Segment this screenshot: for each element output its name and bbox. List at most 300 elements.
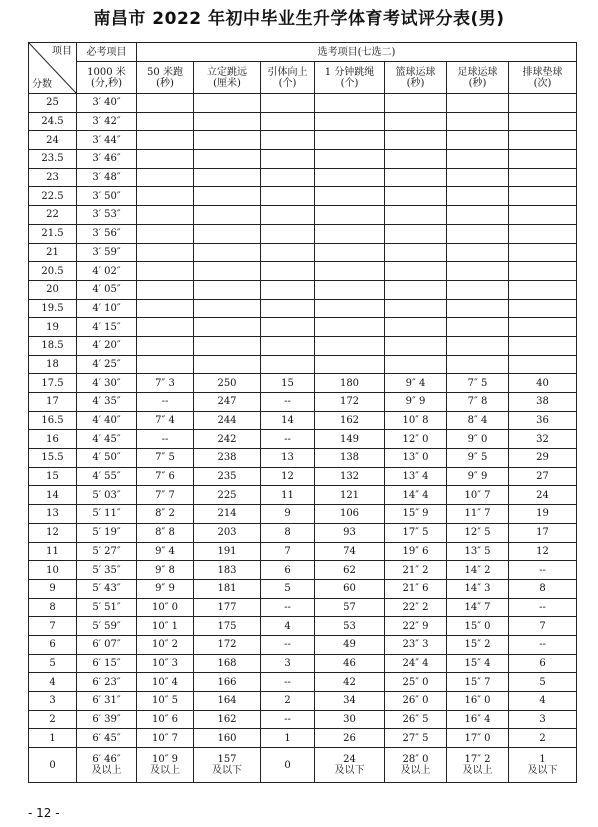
score-cell: 20.5 xyxy=(29,262,77,281)
table-cell: 3′ 46″ xyxy=(77,150,137,169)
score-cell: 2 xyxy=(29,710,77,729)
table-cell: 34 xyxy=(315,692,385,711)
table-cell: 214 xyxy=(194,505,261,524)
table-cell: 10″ 8 xyxy=(385,411,447,430)
score-cell: 22.5 xyxy=(29,187,77,206)
table-row xyxy=(29,411,577,430)
score-cell: 17 xyxy=(29,393,77,412)
table-cell: 9″ 4 xyxy=(385,374,447,393)
table-cell xyxy=(137,112,194,131)
table-cell xyxy=(447,262,509,281)
column-name: 排球垫球 xyxy=(522,66,563,78)
table-cell: 5′ 11″ xyxy=(77,505,137,524)
table-row xyxy=(29,150,577,169)
table-cell xyxy=(194,748,261,783)
table-cell xyxy=(447,748,509,783)
table-cell xyxy=(447,336,509,355)
table-cell: 4′ 02″ xyxy=(77,262,137,281)
cell-note: 及以上 xyxy=(91,765,122,777)
column-header xyxy=(385,62,447,94)
table-cell xyxy=(385,150,447,169)
table-cell: 6′ 15″ xyxy=(77,654,137,673)
table-cell xyxy=(447,131,509,150)
score-cell: 7 xyxy=(29,617,77,636)
cell-note: 及以上 xyxy=(150,765,180,777)
column-header xyxy=(137,62,194,94)
table-body xyxy=(29,94,577,783)
table-cell xyxy=(385,748,447,783)
elective-group-header: 选考项目(七选二) xyxy=(137,43,577,62)
column-header xyxy=(194,62,261,94)
table-cell: 149 xyxy=(315,430,385,449)
table-cell: 36 xyxy=(509,411,577,430)
table-cell xyxy=(137,224,194,243)
table-cell xyxy=(315,262,385,281)
table-cell xyxy=(194,206,261,225)
table-cell xyxy=(385,112,447,131)
table-row xyxy=(29,206,577,225)
table-cell: 46 xyxy=(315,654,385,673)
table-cell: 138 xyxy=(315,449,385,468)
table-cell: 10″ 4 xyxy=(137,673,194,692)
cell-value: 28″ 0 xyxy=(402,754,429,766)
table-cell: -- xyxy=(261,710,315,729)
table-cell xyxy=(315,243,385,262)
table-cell: 181 xyxy=(194,579,261,598)
table-cell xyxy=(261,299,315,318)
table-cell: 5′ 59″ xyxy=(77,617,137,636)
table-cell: -- xyxy=(509,561,577,580)
table-cell xyxy=(509,318,577,337)
cell-note: 及以下 xyxy=(527,765,558,777)
table-cell xyxy=(385,206,447,225)
score-cell: 24 xyxy=(29,131,77,150)
table-cell: 5′ 35″ xyxy=(77,561,137,580)
table-cell xyxy=(137,355,194,374)
table-cell: 8 xyxy=(509,579,577,598)
table-cell xyxy=(137,299,194,318)
score-cell: 16.5 xyxy=(29,411,77,430)
table-row xyxy=(29,523,577,542)
score-cell: 3 xyxy=(29,692,77,711)
table-cell: 13″ 5 xyxy=(447,542,509,561)
table-row xyxy=(29,635,577,654)
score-cell: 21 xyxy=(29,243,77,262)
table-cell: 29 xyxy=(509,449,577,468)
table-row xyxy=(29,467,577,486)
score-cell: 18 xyxy=(29,355,77,374)
table-cell: 4′ 55″ xyxy=(77,467,137,486)
column-name: 1 分钟跳绳 xyxy=(324,66,375,78)
table-cell: 3′ 56″ xyxy=(77,224,137,243)
table-cell xyxy=(315,318,385,337)
column-name: 1000 米 xyxy=(87,66,126,78)
table-cell: 9″ 4 xyxy=(137,542,194,561)
table-cell: 132 xyxy=(315,467,385,486)
table-cell: 5 xyxy=(509,673,577,692)
table-cell xyxy=(261,112,315,131)
score-cell: 22 xyxy=(29,206,77,225)
table-cell xyxy=(509,131,577,150)
table-cell xyxy=(447,355,509,374)
column-unit: (秒) xyxy=(156,77,174,89)
table-cell xyxy=(315,280,385,299)
table-cell xyxy=(447,168,509,187)
table-cell: 4′ 20″ xyxy=(77,336,137,355)
table-cell: 3 xyxy=(261,654,315,673)
table-cell xyxy=(315,187,385,206)
table-cell: 183 xyxy=(194,561,261,580)
table-cell: 22″ 2 xyxy=(385,598,447,617)
table-cell xyxy=(261,224,315,243)
table-cell: 15″ 0 xyxy=(447,617,509,636)
table-cell xyxy=(137,150,194,169)
corner-header xyxy=(29,43,77,94)
table-cell: 10″ 7 xyxy=(447,486,509,505)
table-cell xyxy=(137,336,194,355)
table-cell xyxy=(137,318,194,337)
column-unit: (厘米) xyxy=(213,77,241,89)
table-cell: 19 xyxy=(509,505,577,524)
table-cell: 247 xyxy=(194,393,261,412)
cell-value: 1 xyxy=(539,754,546,766)
table-cell xyxy=(261,318,315,337)
score-cell: 23 xyxy=(29,168,77,187)
table-cell xyxy=(447,112,509,131)
table-cell: 244 xyxy=(194,411,261,430)
table-cell: 235 xyxy=(194,467,261,486)
column-header-row xyxy=(29,62,577,94)
table-cell: 121 xyxy=(315,486,385,505)
column-unit: (个) xyxy=(340,77,359,89)
table-row xyxy=(29,336,577,355)
table-cell: -- xyxy=(509,598,577,617)
table-cell: 13″ 4 xyxy=(385,467,447,486)
table-row xyxy=(29,710,577,729)
table-row xyxy=(29,94,577,113)
table-cell xyxy=(261,94,315,113)
score-cell: 1 xyxy=(29,729,77,748)
table-cell: 15″ 4 xyxy=(447,654,509,673)
table-cell xyxy=(385,318,447,337)
table-cell xyxy=(447,94,509,113)
table-cell xyxy=(509,224,577,243)
table-cell xyxy=(194,299,261,318)
table-row xyxy=(29,112,577,131)
table-cell xyxy=(194,336,261,355)
table-cell xyxy=(194,168,261,187)
table-cell: 8″ 2 xyxy=(137,505,194,524)
table-cell: 11 xyxy=(261,486,315,505)
column-name: 足球运球 xyxy=(457,66,498,78)
table-cell: 3′ 44″ xyxy=(77,131,137,150)
table-cell: 162 xyxy=(315,411,385,430)
table-row xyxy=(29,673,577,692)
score-cell: 13 xyxy=(29,505,77,524)
score-cell: 20 xyxy=(29,280,77,299)
table-cell xyxy=(315,168,385,187)
table-cell: 19″ 6 xyxy=(385,542,447,561)
table-row xyxy=(29,654,577,673)
table-cell: 166 xyxy=(194,673,261,692)
table-cell: 74 xyxy=(315,542,385,561)
table-cell xyxy=(385,131,447,150)
table-cell: 7 xyxy=(509,617,577,636)
table-cell: 3 xyxy=(509,710,577,729)
table-cell: 62 xyxy=(315,561,385,580)
table-cell: 9″ 8 xyxy=(137,561,194,580)
table-cell: 4′ 40″ xyxy=(77,411,137,430)
table-cell: 4′ 10″ xyxy=(77,299,137,318)
table-cell xyxy=(385,355,447,374)
table-cell xyxy=(315,299,385,318)
table-cell xyxy=(137,748,194,783)
cell-value: 17″ 2 xyxy=(464,754,491,766)
table-row xyxy=(29,561,577,580)
table-cell: 23″ 3 xyxy=(385,635,447,654)
page-number: - 12 - xyxy=(28,806,60,820)
table-cell: 10″ 1 xyxy=(137,617,194,636)
table-cell: 24″ 4 xyxy=(385,654,447,673)
score-cell: 0 xyxy=(29,748,77,783)
table-cell: 177 xyxy=(194,598,261,617)
table-cell xyxy=(447,318,509,337)
table-row xyxy=(29,430,577,449)
table-cell: 3′ 40″ xyxy=(77,94,137,113)
table-cell xyxy=(447,224,509,243)
page-title: 南昌市 2022 年初中毕业生升学体育考试评分表(男) xyxy=(93,9,505,29)
cell-value: 157 xyxy=(217,754,237,766)
table-cell: 10″ 5 xyxy=(137,692,194,711)
table-cell: 27″ 5 xyxy=(385,729,447,748)
table-cell: 53 xyxy=(315,617,385,636)
table-cell xyxy=(315,131,385,150)
score-cell: 9 xyxy=(29,579,77,598)
table-cell: 7″ 8 xyxy=(447,393,509,412)
table-cell: 4 xyxy=(509,692,577,711)
cell-value: 10″ 9 xyxy=(151,754,178,766)
table-cell: 26″ 5 xyxy=(385,710,447,729)
table-cell: 7″ 7 xyxy=(137,486,194,505)
table-cell: 162 xyxy=(194,710,261,729)
table-cell: 21″ 2 xyxy=(385,561,447,580)
table-cell: 12″ 5 xyxy=(447,523,509,542)
table-cell xyxy=(447,206,509,225)
table-cell xyxy=(315,336,385,355)
table-cell xyxy=(385,94,447,113)
table-cell: -- xyxy=(261,673,315,692)
table-cell xyxy=(261,355,315,374)
table-cell xyxy=(315,150,385,169)
table-cell: 6′ 07″ xyxy=(77,635,137,654)
table-cell: 2 xyxy=(261,692,315,711)
table-cell xyxy=(194,112,261,131)
table-cell: 6′ 45″ xyxy=(77,729,137,748)
table-cell xyxy=(194,262,261,281)
score-cell: 6 xyxy=(29,635,77,654)
corner-score-label: 分数 xyxy=(32,79,52,90)
table-cell xyxy=(447,280,509,299)
table-cell: 40 xyxy=(509,374,577,393)
table-row xyxy=(29,748,577,783)
table-cell xyxy=(261,243,315,262)
table-cell xyxy=(137,187,194,206)
table-cell: 242 xyxy=(194,430,261,449)
column-name: 50 米跑 xyxy=(147,66,183,78)
table-cell xyxy=(385,336,447,355)
table-cell xyxy=(385,262,447,281)
table-cell: 6 xyxy=(509,654,577,673)
score-cell: 5 xyxy=(29,654,77,673)
table-cell xyxy=(509,262,577,281)
table-row xyxy=(29,168,577,187)
table-cell xyxy=(315,748,385,783)
table-cell xyxy=(509,112,577,131)
corner-item-label: 项目 xyxy=(52,46,72,57)
table-row xyxy=(29,393,577,412)
table-cell: 5′ 51″ xyxy=(77,598,137,617)
table-row xyxy=(29,617,577,636)
table-cell: 1 xyxy=(261,729,315,748)
score-cell: 11 xyxy=(29,542,77,561)
table-cell: 26″ 0 xyxy=(385,692,447,711)
table-cell: 5′ 27″ xyxy=(77,542,137,561)
table-cell: 17 xyxy=(509,523,577,542)
table-cell: 14″ 3 xyxy=(447,579,509,598)
table-cell xyxy=(509,355,577,374)
table-cell: 172 xyxy=(315,393,385,412)
table-row xyxy=(29,729,577,748)
table-cell: 16″ 4 xyxy=(447,710,509,729)
table-cell: 13 xyxy=(261,449,315,468)
table-row xyxy=(29,692,577,711)
table-cell: -- xyxy=(509,635,577,654)
table-cell: 12″ 0 xyxy=(385,430,447,449)
table-cell xyxy=(194,224,261,243)
table-cell: 172 xyxy=(194,635,261,654)
table-cell: 49 xyxy=(315,635,385,654)
table-cell xyxy=(137,131,194,150)
table-cell: 6 xyxy=(261,561,315,580)
table-cell: 25″ 0 xyxy=(385,673,447,692)
table-row xyxy=(29,355,577,374)
table-cell xyxy=(194,131,261,150)
table-cell: 175 xyxy=(194,617,261,636)
table-cell: -- xyxy=(261,598,315,617)
table-cell xyxy=(509,168,577,187)
table-cell: 10″ 2 xyxy=(137,635,194,654)
table-cell: 16″ 0 xyxy=(447,692,509,711)
table-row xyxy=(29,598,577,617)
column-header xyxy=(315,62,385,94)
cell-note: 及以上 xyxy=(462,765,493,777)
table-cell: 4′ 15″ xyxy=(77,318,137,337)
score-cell: 24.5 xyxy=(29,112,77,131)
table-cell xyxy=(509,94,577,113)
table-cell xyxy=(194,150,261,169)
table-cell: 7″ 5 xyxy=(447,374,509,393)
table-cell: 57 xyxy=(315,598,385,617)
table-cell xyxy=(261,187,315,206)
table-cell: 3′ 42″ xyxy=(77,112,137,131)
table-cell: 4′ 05″ xyxy=(77,280,137,299)
table-cell xyxy=(194,187,261,206)
table-row xyxy=(29,449,577,468)
score-cell: 4 xyxy=(29,673,77,692)
column-unit: (秒) xyxy=(468,77,487,89)
table-cell: 7″ 6 xyxy=(137,467,194,486)
table-cell: 7″ 5 xyxy=(137,449,194,468)
table-cell xyxy=(385,168,447,187)
column-unit: (秒) xyxy=(406,77,425,89)
table-row xyxy=(29,131,577,150)
table-cell: 14″ 2 xyxy=(447,561,509,580)
table-cell: 7″ 4 xyxy=(137,411,194,430)
table-cell: -- xyxy=(137,393,194,412)
table-cell xyxy=(509,299,577,318)
table-cell: 164 xyxy=(194,692,261,711)
table-cell xyxy=(77,748,137,783)
table-cell: 3′ 50″ xyxy=(77,187,137,206)
table-cell xyxy=(261,336,315,355)
table-cell: 30 xyxy=(315,710,385,729)
table-cell: 26 xyxy=(315,729,385,748)
column-name: 立定跳远 xyxy=(207,66,247,78)
column-header xyxy=(509,62,577,94)
table-cell: 7 xyxy=(261,542,315,561)
table-cell: 6′ 23″ xyxy=(77,673,137,692)
score-cell: 25 xyxy=(29,94,77,113)
table-cell xyxy=(509,187,577,206)
table-cell xyxy=(315,94,385,113)
table-cell: 4 xyxy=(261,617,315,636)
table-cell: 24 xyxy=(509,486,577,505)
score-cell: 8 xyxy=(29,598,77,617)
table-cell xyxy=(194,355,261,374)
table-cell xyxy=(194,318,261,337)
table-cell: 14″ 7 xyxy=(447,598,509,617)
table-cell xyxy=(315,206,385,225)
table-cell xyxy=(137,243,194,262)
score-cell: 15.5 xyxy=(29,449,77,468)
table-cell: 15 xyxy=(261,374,315,393)
table-cell: 3′ 48″ xyxy=(77,168,137,187)
table-row xyxy=(29,243,577,262)
table-cell: 15″ 2 xyxy=(447,635,509,654)
table-cell: 27 xyxy=(509,467,577,486)
table-cell: 238 xyxy=(194,449,261,468)
table-row xyxy=(29,505,577,524)
table-cell: 4′ 35″ xyxy=(77,393,137,412)
table-row xyxy=(29,224,577,243)
score-cell: 21.5 xyxy=(29,224,77,243)
score-cell: 12 xyxy=(29,523,77,542)
required-group-header: 必考项目 xyxy=(77,43,137,62)
cell-value: 24 xyxy=(343,754,356,766)
table-cell: 8″ 4 xyxy=(447,411,509,430)
table-row xyxy=(29,280,577,299)
table-cell: 15″ 7 xyxy=(447,673,509,692)
table-cell: 2 xyxy=(509,729,577,748)
table-cell xyxy=(509,243,577,262)
score-cell: 15 xyxy=(29,467,77,486)
cell-note: 及以下 xyxy=(334,765,365,777)
table-cell xyxy=(137,206,194,225)
score-cell: 17.5 xyxy=(29,374,77,393)
table-cell: 60 xyxy=(315,579,385,598)
table-cell: 11″ 7 xyxy=(447,505,509,524)
table-cell xyxy=(261,280,315,299)
